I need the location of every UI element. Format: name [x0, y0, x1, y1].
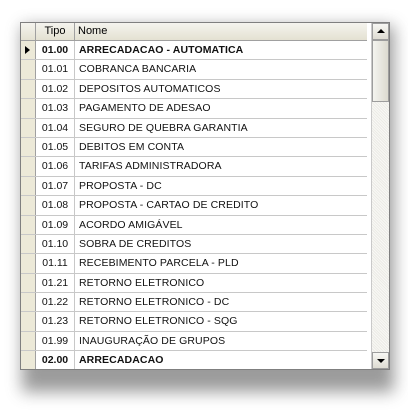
- row-indicator[interactable]: [21, 41, 36, 59]
- cell-tipo[interactable]: 01.23: [36, 312, 75, 330]
- table-row[interactable]: [21, 138, 367, 157]
- cell-nome[interactable]: DEBITOS EM CONTA: [79, 140, 185, 153]
- cell-tipo[interactable]: 01.05: [36, 138, 75, 156]
- grid-rows: [21, 41, 367, 370]
- row-indicator[interactable]: [21, 177, 36, 195]
- table-row[interactable]: [21, 351, 367, 370]
- row-indicator[interactable]: [21, 332, 36, 350]
- row-indicator[interactable]: [21, 99, 36, 117]
- cell-nome[interactable]: DEPOSITOS AUTOMATICOS: [79, 82, 221, 95]
- grid-header: [21, 23, 367, 41]
- table-row[interactable]: [21, 80, 367, 99]
- cell-tipo[interactable]: 01.08: [36, 196, 75, 214]
- table-row[interactable]: [21, 216, 367, 235]
- row-indicator[interactable]: [21, 157, 36, 175]
- scroll-down-button[interactable]: [372, 352, 389, 369]
- cell-nome[interactable]: RETORNO ELETRONICO - SQG: [79, 315, 238, 328]
- cell-nome[interactable]: ACORDO AMIGÁVEL: [79, 218, 183, 231]
- table-row[interactable]: [21, 60, 367, 79]
- cell-tipo[interactable]: 01.02: [36, 80, 75, 98]
- cell-tipo[interactable]: 01.21: [36, 274, 75, 292]
- cell-tipo[interactable]: 01.09: [36, 216, 75, 234]
- vertical-scrollbar[interactable]: [371, 23, 389, 369]
- row-indicator[interactable]: [21, 351, 36, 369]
- table-row[interactable]: [21, 312, 367, 331]
- cell-nome[interactable]: ARRECADACAO - AUTOMATICA: [79, 44, 244, 56]
- cell-tipo[interactable]: 02.00: [36, 351, 75, 369]
- row-indicator[interactable]: [21, 312, 36, 330]
- row-indicator[interactable]: [21, 254, 36, 272]
- cell-tipo[interactable]: 01.00: [36, 41, 75, 59]
- cell-nome[interactable]: PAGAMENTO DE ADESAO: [79, 102, 211, 115]
- cell-tipo[interactable]: 01.22: [36, 293, 75, 311]
- row-indicator[interactable]: [21, 60, 36, 78]
- row-indicator[interactable]: [21, 235, 36, 253]
- table-row[interactable]: [21, 157, 367, 176]
- cell-tipo[interactable]: 01.11: [36, 254, 75, 272]
- row-indicator[interactable]: [21, 216, 36, 234]
- scroll-thumb[interactable]: [372, 40, 389, 102]
- row-indicator[interactable]: [21, 119, 36, 137]
- cell-tipo[interactable]: 01.04: [36, 119, 75, 137]
- table-row[interactable]: [21, 99, 367, 118]
- cell-nome[interactable]: SOBRA DE CREDITOS: [79, 237, 192, 250]
- table-row[interactable]: [21, 196, 367, 215]
- cell-tipo[interactable]: 01.10: [36, 235, 75, 253]
- row-indicator[interactable]: [21, 138, 36, 156]
- cell-nome[interactable]: ARRECADACAO: [79, 354, 164, 367]
- cell-nome[interactable]: PROPOSTA - DC: [79, 179, 162, 192]
- scroll-up-button[interactable]: [372, 23, 389, 40]
- cell-nome[interactable]: RECEBIMENTO PARCELA - PLD: [79, 257, 239, 270]
- table-row[interactable]: [21, 119, 367, 138]
- table-row[interactable]: [21, 235, 367, 254]
- table-row[interactable]: [21, 274, 367, 293]
- table-row[interactable]: [21, 254, 367, 273]
- cell-nome[interactable]: SEGURO DE QUEBRA GARANTIA: [79, 121, 248, 134]
- row-indicator[interactable]: [21, 196, 36, 214]
- cell-tipo[interactable]: 01.07: [36, 177, 75, 195]
- triangle-right-icon: [25, 46, 30, 54]
- indicator-header: [21, 23, 36, 40]
- arrow-down-icon: [377, 359, 385, 363]
- table-row[interactable]: [21, 177, 367, 196]
- cell-nome[interactable]: INAUGURAÇÃO DE GRUPOS: [79, 334, 226, 347]
- cell-nome[interactable]: RETORNO ELETRONICO - DC: [79, 296, 230, 309]
- row-indicator[interactable]: [21, 80, 36, 98]
- cell-nome[interactable]: RETORNO ELETRONICO: [79, 276, 205, 289]
- arrow-up-icon: [377, 29, 385, 33]
- table-row[interactable]: [21, 293, 367, 312]
- cell-tipo[interactable]: 01.01: [36, 60, 75, 78]
- table-row[interactable]: [21, 332, 367, 351]
- row-indicator[interactable]: [21, 293, 36, 311]
- cell-tipo[interactable]: 01.99: [36, 332, 75, 350]
- row-indicator[interactable]: [21, 274, 36, 292]
- column-header-tipo[interactable]: Tipo: [36, 23, 75, 40]
- cell-nome[interactable]: COBRANCA BANCARIA: [79, 63, 197, 76]
- column-header-nome[interactable]: Nome: [75, 23, 367, 40]
- cell-nome[interactable]: PROPOSTA - CARTAO DE CREDITO: [79, 199, 259, 212]
- cell-tipo[interactable]: 01.06: [36, 157, 75, 175]
- data-grid[interactable]: [20, 22, 390, 370]
- cell-nome[interactable]: TARIFAS ADMINISTRADORA: [79, 160, 222, 173]
- cell-tipo[interactable]: 01.03: [36, 99, 75, 117]
- table-row[interactable]: [21, 41, 367, 60]
